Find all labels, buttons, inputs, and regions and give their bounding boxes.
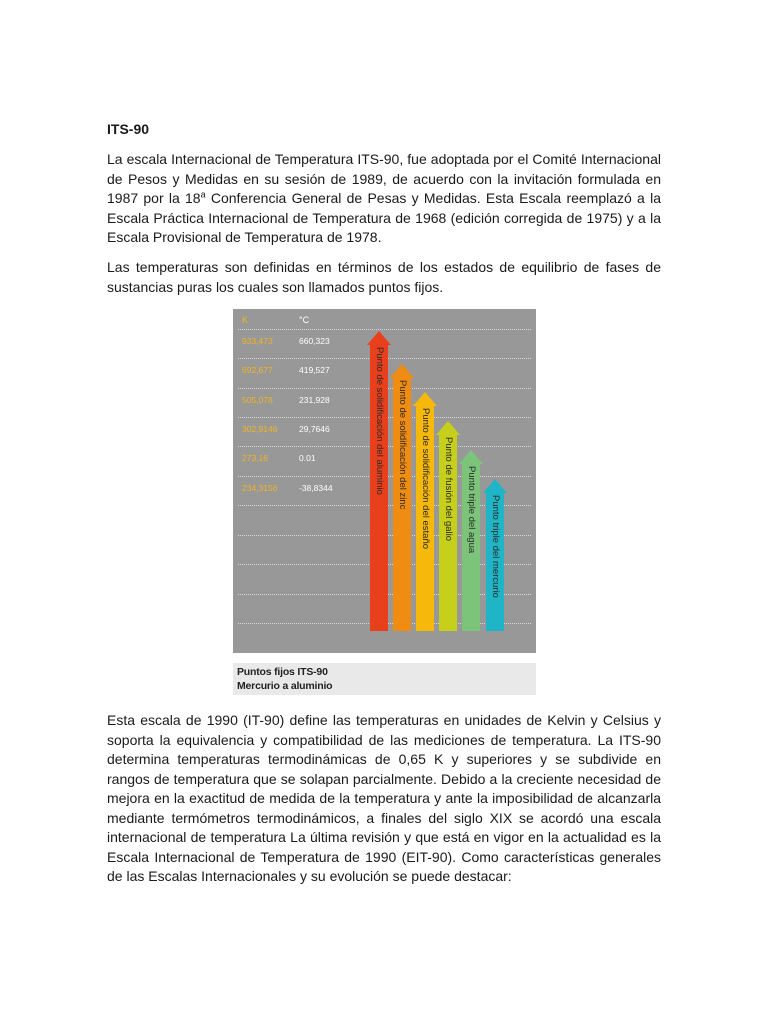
celsius-value: 231,928	[299, 395, 330, 405]
figure-caption	[233, 663, 536, 695]
paragraph-scale-description: Esta escala de 1990 (IT-90) define las temperaturas en unidades de Kelvin y Celsius y soporta la equivalencia y compatibilidad de las mediciones de temperatura. La ITS-90 determina temperaturas termodinámicas de 0,65 K y superiores y se subdivide en rangos de temperatura que se solapan parcialmente. Debido a la creciente necesidad de mejora en la exactitud de medida de la temperatura y ante la imposibilidad de alcanzarla mediante termómetros termodinámicos, a finales del siglo XIX se acordó una escala internacional de temperatura La última revisión y que está en vigor en la actualidad es la Escala Internacional de Temperatura de 1990 (EIT-90). Como características generales de las Escalas Internacionales y su evolución se puede destacar:	[107, 712, 661, 884]
arrow-label: Punto triple del agua	[466, 466, 477, 554]
paragraph-intro-text-a: La escala Internacional de Temperatura ITS-90, fue adoptada por el Comité Internacional de Pesos y Medidas en su sesión de 1989, de acuerdo con la invitación formulada en 1987 por la 18	[107, 151, 661, 206]
kelvin-value: 692,677	[242, 365, 273, 375]
column-header-celsius: °C	[299, 315, 310, 325]
kelvin-value: 273,16	[242, 453, 268, 463]
paragraph-intro-text-b: Conferencia General de Pesas y Medidas. Esta Escala reemplazó a la Escala Práctica Internacional de Temperatura de 1968 (edición corregida de 1975) y a la Escala Provisional de Temperatura de 1978.	[107, 190, 661, 245]
figure-gridline	[238, 329, 531, 330]
kelvin-value: 505,078	[242, 395, 273, 405]
kelvin-value: 234,3156	[242, 483, 278, 493]
fixed-point-arrow	[367, 331, 391, 631]
fixed-point-arrow	[483, 479, 507, 631]
arrow-label: Punto de fusión del galio	[443, 437, 454, 542]
kelvin-value: 933,473	[242, 336, 273, 346]
celsius-value: 660,323	[299, 336, 330, 346]
arrow-label: Punto de solidificación del zinc	[397, 380, 408, 510]
section-heading: ITS-90	[107, 121, 150, 137]
arrow-label: Punto de solidificación del estaño	[420, 408, 431, 550]
arrow-label: Punto triple del mercurio	[490, 495, 501, 598]
celsius-value: 419,527	[299, 365, 330, 375]
celsius-value: 29,7646	[299, 424, 330, 434]
celsius-value: 0.01	[299, 453, 316, 463]
fixed-point-arrow	[459, 450, 483, 631]
caption-line-1: Puntos fijos ITS-90	[237, 666, 328, 678]
ordinal-superscript: a	[200, 189, 206, 200]
kelvin-value: 302,9146	[242, 424, 278, 434]
paragraph-intro	[107, 150, 661, 248]
celsius-value: -38,8344	[299, 483, 333, 493]
column-header-kelvin: K	[242, 315, 249, 325]
its90-fixed-points-figure	[233, 309, 536, 653]
arrow-label: Punto de solidificación del aluminio	[374, 347, 385, 495]
paragraph-fixed-points: Las temperaturas son definidas en términos de los estados de equilibrio de fases de sustancias puras los cuales son llamados puntos fijos.	[107, 259, 661, 295]
caption-line-2: Mercurio a aluminio	[237, 680, 333, 692]
fixed-point-arrow	[413, 392, 437, 631]
fixed-point-arrow	[436, 421, 460, 631]
fixed-point-arrow	[390, 364, 414, 631]
